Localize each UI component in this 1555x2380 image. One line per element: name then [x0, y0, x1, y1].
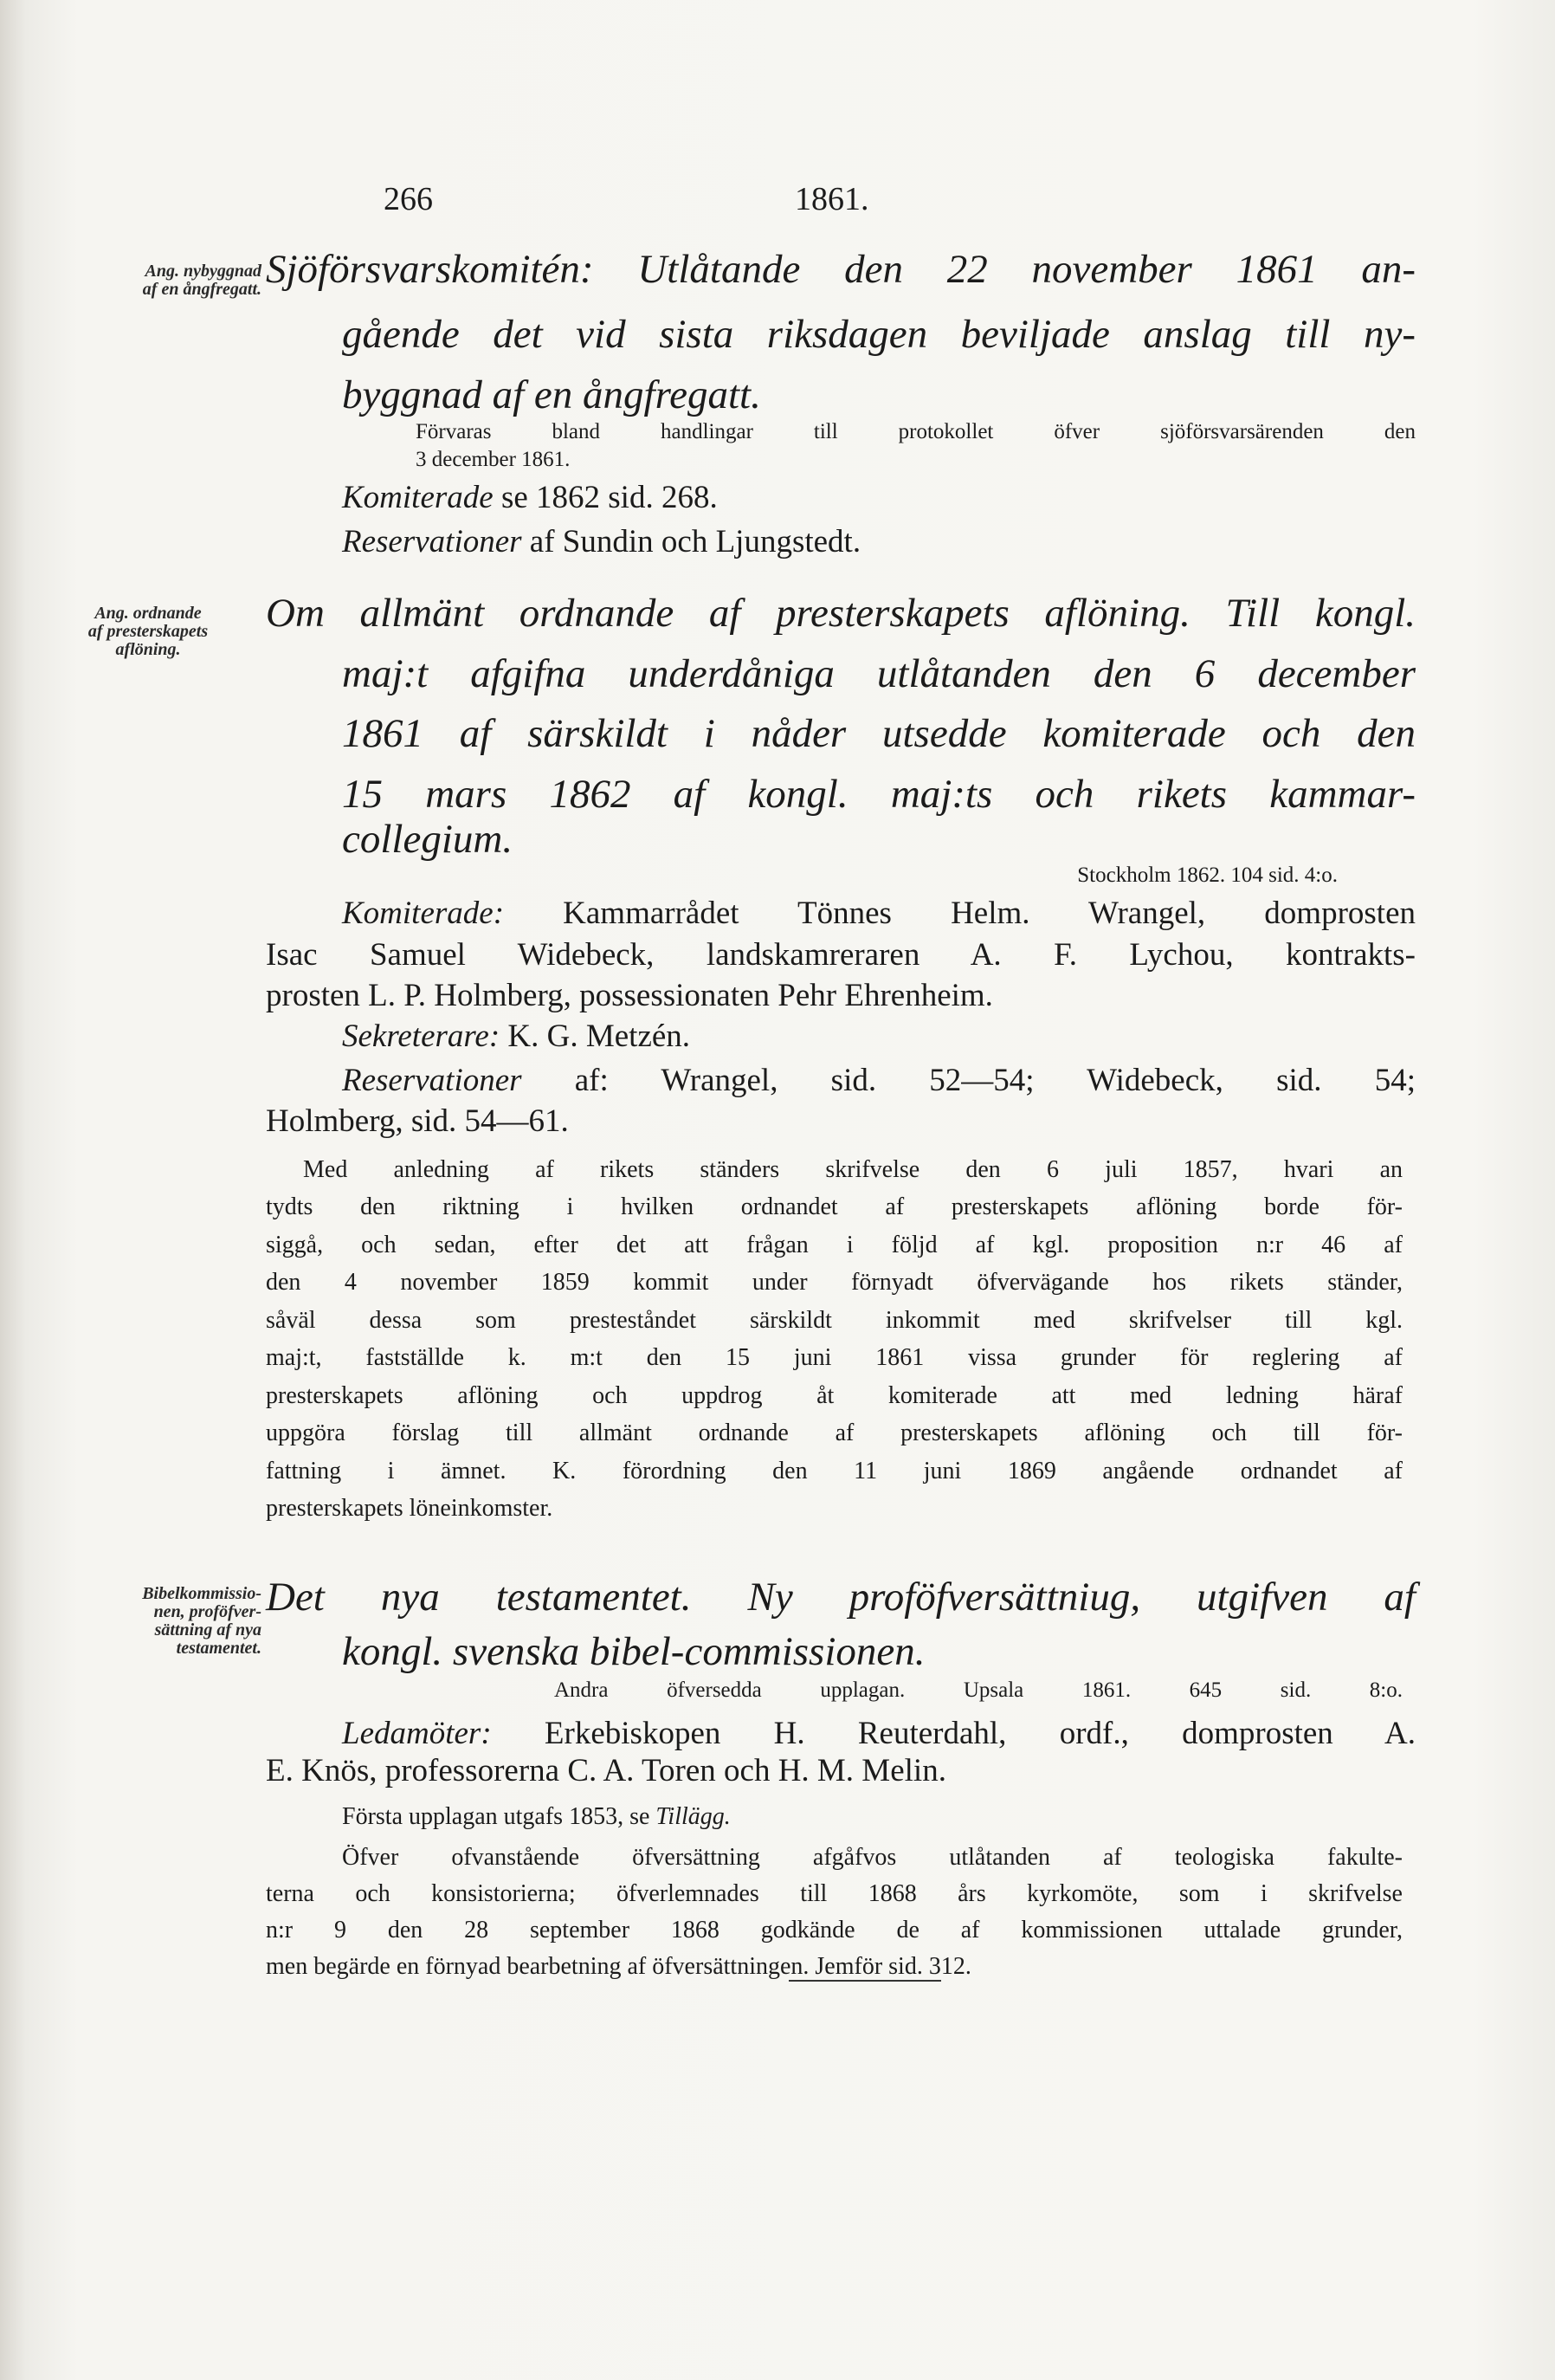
- margin-note-line: Ang. nybyggnad: [145, 262, 261, 281]
- margin-note-line: aflöning.: [115, 640, 181, 659]
- text: Öfver ofvanstående öfversättning afgåfvos utlåtanden af teologiska fakulte-: [342, 1844, 1403, 1871]
- text: Erkebiskopen H. Reuterdahl, ordf., domprosten A.: [491, 1716, 1416, 1751]
- italic-text: Det nya testamentet. Ny proföfversättniug, utgifven af: [266, 1575, 1416, 1620]
- text-line: [342, 1717, 1416, 1752]
- text-line: [266, 1270, 1403, 1297]
- text-line: [266, 1308, 1403, 1335]
- text-line: [342, 1630, 1416, 1675]
- text-line: [266, 592, 1416, 637]
- text: 3 december 1861.: [416, 448, 571, 471]
- text-line: [266, 1420, 1403, 1447]
- text: Stockholm 1862. 104 sid. 4:o.: [1077, 863, 1338, 887]
- section-divider: [789, 1980, 941, 1982]
- text-line: [416, 448, 1416, 472]
- text-line: [266, 938, 1416, 973]
- text: Förvaras bland handlingar till protokollet öfver sjöförsvarsärenden den: [416, 420, 1416, 443]
- text-line: [342, 1804, 1403, 1831]
- margin-note-line: sättning af nya: [154, 1620, 261, 1639]
- text-line: [342, 525, 1416, 560]
- text-line: [554, 1678, 1403, 1703]
- text-line: [416, 420, 1416, 444]
- margin-note-line: af presterskapets: [87, 622, 209, 641]
- text: såväl dessa som presteståndet särskildt inkommit med skrifvelser till kgl.: [266, 1307, 1403, 1334]
- margin-note-line: af en ångfregatt.: [142, 280, 261, 299]
- italic-text: Sjöförsvarskomitén: Utlåtande den 22 november 1861 an-: [266, 247, 1416, 292]
- text-line: [342, 773, 1416, 818]
- italic-text: Reservationer: [342, 1063, 522, 1098]
- text: den 4 november 1859 kommit under förnyadt öfvervägande hos rikets ständer,: [266, 1269, 1403, 1296]
- text-line: [342, 818, 1416, 863]
- text-line: [266, 1881, 1403, 1908]
- italic-text: Om allmänt ordnande af presterskapets aflöning. Till kongl.: [266, 591, 1416, 636]
- text-line: [266, 1918, 1403, 1944]
- text: Andra öfversedda upplagan. Upsala 1861. 645 sid. 8:o.: [554, 1678, 1403, 1702]
- text: K. G. Metzén.: [500, 1019, 691, 1054]
- italic-text: 1861 af särskildt i nåder utsedde komiterade och den: [342, 711, 1416, 756]
- text: Med anledning af rikets ständers skrifvelse den 6 juli 1857, hvari an: [303, 1156, 1403, 1183]
- italic-text: 15 mars 1862 af kongl. maj:ts och rikets kammar-: [342, 772, 1416, 817]
- text: tydts den riktning i hvilken ordnandet af presterskapets aflöning borde för-: [266, 1193, 1403, 1220]
- italic-text: gående det vid sista riksdagen beviljade anslag till ny-: [342, 312, 1416, 357]
- text-line: [266, 979, 1416, 1014]
- text: Holmberg, sid. 54—61.: [266, 1103, 569, 1139]
- margin-note-line: Bibelkommissio-: [142, 1584, 261, 1603]
- text-line: [266, 1954, 1403, 1981]
- text: men begärde en förnyad bearbetning af öfversättningen. Jemför sid. 312.: [266, 1953, 971, 1980]
- text-line: [342, 1064, 1416, 1099]
- text-line: [266, 1194, 1403, 1221]
- text-line: [266, 1754, 1416, 1789]
- text: maj:t, fastställde k. m:t den 15 juni 1861 vissa grunder för reglering af: [266, 1344, 1403, 1371]
- page-number: 266: [384, 181, 433, 217]
- text: E. Knös, professorerna C. A. Toren och H. M. Melin.: [266, 1753, 946, 1788]
- margin-note: [35, 262, 261, 299]
- text-line: [266, 1345, 1403, 1372]
- italic-text: Komiterade: [342, 480, 494, 515]
- text: Isac Samuel Widebeck, landskamreraren A. F. Lychou, kontrakts-: [266, 937, 1416, 973]
- text-line: [266, 1232, 1403, 1259]
- text-line: [342, 652, 1416, 697]
- text-line: [266, 1383, 1403, 1410]
- margin-note: [35, 1585, 261, 1658]
- text: siggå, och sedan, efter det att frågan i följd af kgl. proposition n:r 46 af: [266, 1232, 1403, 1258]
- text: se 1862 sid. 268.: [493, 480, 718, 515]
- text-line: [342, 481, 1416, 516]
- text-line: [266, 1104, 1416, 1140]
- text: prosten L. P. Holmberg, possessionaten Pehr Ehrenheim.: [266, 978, 993, 1013]
- text-line: [266, 1496, 1403, 1523]
- page-year: 1861.: [795, 181, 869, 217]
- text: af Sundin och Ljungstedt.: [521, 524, 861, 559]
- text-line: [342, 373, 1416, 418]
- text: presterskapets löneinkomster.: [266, 1495, 553, 1522]
- italic-text: maj:t afgifna underdåniga utlåtanden den 6 december: [342, 651, 1416, 696]
- margin-note-line: testamentet.: [176, 1639, 261, 1658]
- text-line: [266, 1458, 1403, 1485]
- italic-text: Ledamöter:: [342, 1716, 492, 1751]
- text-line: [779, 863, 1338, 888]
- italic-text: Reservationer: [342, 524, 522, 559]
- text: n:r 9 den 28 september 1868 godkände de af kommissionen uttalade grunder,: [266, 1917, 1403, 1943]
- text: Kammarrådet Tönnes Helm. Wrangel, domprosten: [504, 896, 1416, 931]
- italic-text: collegium.: [342, 817, 513, 862]
- text-line: [266, 248, 1416, 293]
- text: presterskapets aflöning och uppdrog åt komiterade att med ledning häraf: [266, 1382, 1403, 1409]
- text-line: [342, 1845, 1403, 1872]
- margin-note-line: Ang. ordnande: [94, 604, 202, 623]
- margin-note: [35, 605, 261, 659]
- text-line: [342, 1019, 1416, 1055]
- text: fattning i ämnet. K. förordning den 11 juni 1869 angående ordnandet af: [266, 1458, 1403, 1484]
- margin-note-line: nen, proföfver-: [153, 1602, 261, 1621]
- text: af: Wrangel, sid. 52—54; Widebeck, sid. 54;: [521, 1063, 1416, 1098]
- italic-text: Komiterade:: [342, 896, 505, 931]
- italic-text: kongl. svenska bibel-commissionen.: [342, 1629, 926, 1674]
- italic-text: byggnad af en ångfregatt.: [342, 372, 761, 417]
- text-line: [303, 1157, 1403, 1184]
- text: uppgöra förslag till allmänt ordnande af presterskapets aflöning och till för-: [266, 1420, 1403, 1446]
- text: Första upplagan utgafs 1853, se: [342, 1803, 656, 1830]
- text-line: [342, 712, 1416, 757]
- text-line: [342, 313, 1416, 358]
- text: terna och konsistorierna; öfverlemnades till 1868 års kyrkomöte, som i skrifvelse: [266, 1880, 1403, 1907]
- italic-text: Tillägg.: [655, 1803, 731, 1830]
- text-line: [342, 896, 1416, 932]
- italic-text: Sekreterare:: [342, 1019, 500, 1054]
- text-line: [266, 1575, 1416, 1620]
